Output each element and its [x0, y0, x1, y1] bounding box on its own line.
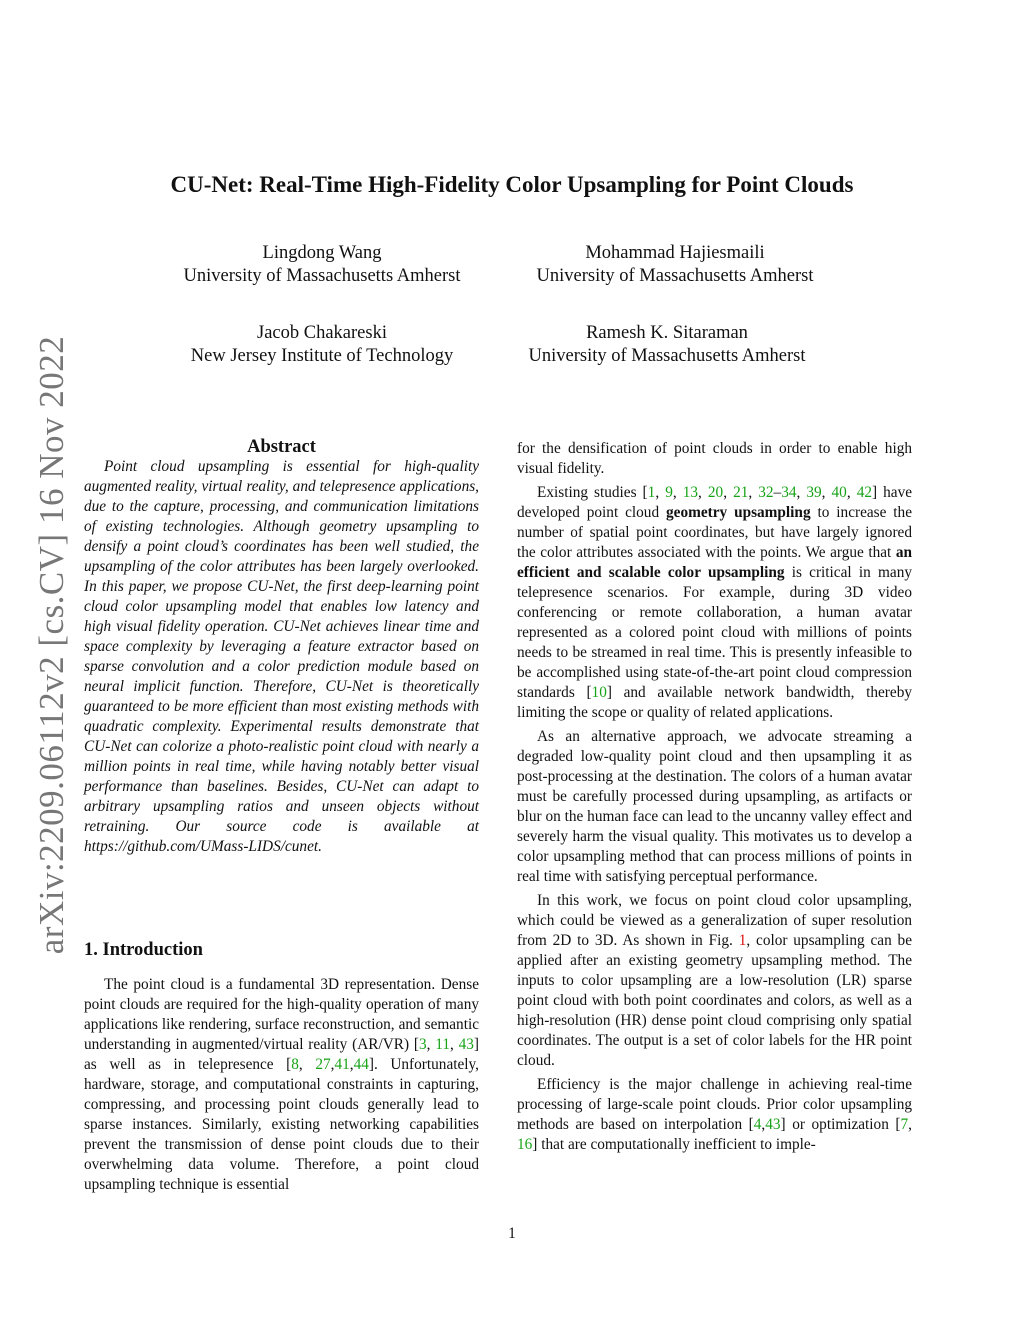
- right-column: [517, 439, 912, 1155]
- citation-link[interactable]: 1: [647, 484, 656, 501]
- citation-link[interactable]: 44: [353, 1056, 369, 1073]
- paragraph: Efficiency is the major challenge in achieving real-time processing of large-scale point clouds. Prior color upsampling methods are based on interpolation [4,43] or optimization [7, 16] that are computationally inefficient to imple-: [517, 1076, 912, 1153]
- author-affiliation: University of Massachusetts Amherst: [528, 346, 806, 366]
- author-block-4: [497, 322, 837, 368]
- author-name: Mohammad Hajiesmaili: [585, 243, 765, 263]
- citation-link[interactable]: 32: [758, 484, 774, 501]
- citation-link[interactable]: 8: [291, 1056, 299, 1073]
- citation-link[interactable]: 10: [591, 684, 607, 701]
- citation-link[interactable]: 11: [435, 1036, 450, 1053]
- paper-title: CU-Net: Real-Time High-Fidelity Color Upsampling for Point Clouds: [170, 172, 854, 197]
- citation-link[interactable]: 9: [665, 484, 673, 501]
- arxiv-stamp: arXiv:2209.06112v2 [cs.CV] 16 Nov 2022: [32, 335, 71, 955]
- paragraph: In this work, we focus on point cloud color upsampling, which could be viewed as a generalization of super resolution from 2D to 3D. As shown in Fig. 1, color upsampling can be applied after an existing geometry upsampling method. The inputs to color upsampling are a low-resolution (LR) sparse point cloud with both point coordinates and colors, as well as a high-resolution (HR) dense point cloud comprising only spatial coordinates. The output is a set of color labels for the HR point cloud.: [517, 892, 912, 1069]
- paragraph: for the densification of point clouds in order to enable high visual fidelity.: [517, 440, 912, 477]
- citation-link[interactable]: 27: [315, 1056, 331, 1073]
- author-block-3: [152, 322, 492, 368]
- author-block-1: [152, 242, 492, 288]
- left-column: [84, 437, 479, 857]
- intro-paragraph: The point cloud is a fundamental 3D representation. Dense point clouds are required for the high-quality operation of many applications like rendering, surface reconstruction, and semantic understanding in augmented/virtual reality (AR/VR) [3, 11, 43] as well as in telepresence [8, 27,41,44]. Unfortunately, hardware, storage, and computational constraints in capturing, compressing, and processing point clouds generally lead to sparse instances. Similarly, existing networking capabilities prevent the transmission of dense point clouds due to their overwhelming data volume. Therefore, a point cloud upsampling technique is essential: [84, 976, 480, 1193]
- citation-link[interactable]: 41: [334, 1056, 350, 1073]
- introduction-section: [84, 940, 479, 1195]
- figure-ref-link[interactable]: 1: [738, 932, 747, 949]
- citation-link[interactable]: 13: [682, 484, 699, 501]
- author-block-2: [505, 242, 845, 288]
- citation-link[interactable]: 3: [418, 1036, 427, 1053]
- citation-link[interactable]: 34: [781, 484, 797, 501]
- author-affiliation: New Jersey Institute of Technology: [190, 346, 454, 366]
- paragraph: Existing studies [1, 9, 13, 20, 21, 32–34, 39, 40, 42] have developed point cloud geometry upsampling to increase the number of spatial point coordinates, but have largely ignored the color attributes associated with the points. We argue that an efficient and scalable color upsampling is critical in many telepresence scenarios. For example, during 3D video conferencing or remote collaboration, a human avatar represented as a colored point cloud with millions of points needs to be streamed in real time. This is presently infeasible to be accomplished using state-of-the-art point cloud compression standards [10] and available network bandwidth, thereby limiting the scope or quality of related applications.: [517, 484, 913, 721]
- abstract-heading: Abstract: [247, 437, 316, 457]
- citation-link[interactable]: 4: [753, 1116, 762, 1133]
- author-name: Ramesh K. Sitaraman: [586, 323, 748, 343]
- citation-link[interactable]: 16: [517, 1136, 533, 1153]
- paragraph: As an alternative approach, we advocate streaming a degraded low-quality point cloud and then upsampling it as post-processing at the destination. The colors of a human avatar must be carefully processed during upsampling, as artifacts or blur on the human face can lead to the uncanny valley effect and severely harm the visual quality. This motivates us to develop a color upsampling method that can process millions of points in real time with satisfying perceptual performance.: [517, 728, 912, 885]
- section-heading: 1. Introduction: [84, 940, 203, 960]
- author-affiliation: University of Massachusetts Amherst: [536, 266, 814, 286]
- author-name: Jacob Chakareski: [257, 323, 387, 343]
- citation-link[interactable]: 43: [765, 1116, 781, 1133]
- citation-link[interactable]: 20: [707, 484, 724, 501]
- abstract-text: Point cloud upsampling is essential for high-quality augmented reality, virtual reality, and telepresence applications, due to the capture, processing, and communication limitations of existing technologies. Although geometry upsampling to densify a point cloud’s coordinates has been well studied, the upsampling of the color attributes has been largely overlooked. In this paper, we propose CU-Net, the first deep-learning point cloud color upsampling model that enables low latency and high visual fidelity operation. CU-Net achieves linear time and space complexity by leveraging a feature extractor based on sparse convolution and a color prediction module based on neural implicit function. Therefore, CU-Net is theoretically guaranteed to be more efficient than most existing methods with quadratic complexity. Experimental results demonstrate that CU-Net can colorize a photo-realistic point cloud with nearly a million points in real time, while having notably better visual performance than baselines. Besides, CU-Net can adapt to arbitrary upsampling ratios and unseen objects without retraining. Our source code is available at https://github.com/UMass-LIDS/cunet.: [84, 458, 479, 855]
- author-affiliation: University of Massachusetts Amherst: [183, 266, 461, 286]
- citation-link[interactable]: 39: [806, 484, 822, 501]
- citation-link[interactable]: 43: [458, 1036, 474, 1053]
- citation-link[interactable]: 42: [856, 484, 872, 501]
- citation-link[interactable]: 7: [900, 1116, 909, 1133]
- page-number: 1: [508, 1225, 516, 1242]
- author-name: Lingdong Wang: [262, 243, 382, 263]
- citation-link[interactable]: 40: [831, 484, 847, 501]
- citation-link[interactable]: 21: [733, 484, 749, 501]
